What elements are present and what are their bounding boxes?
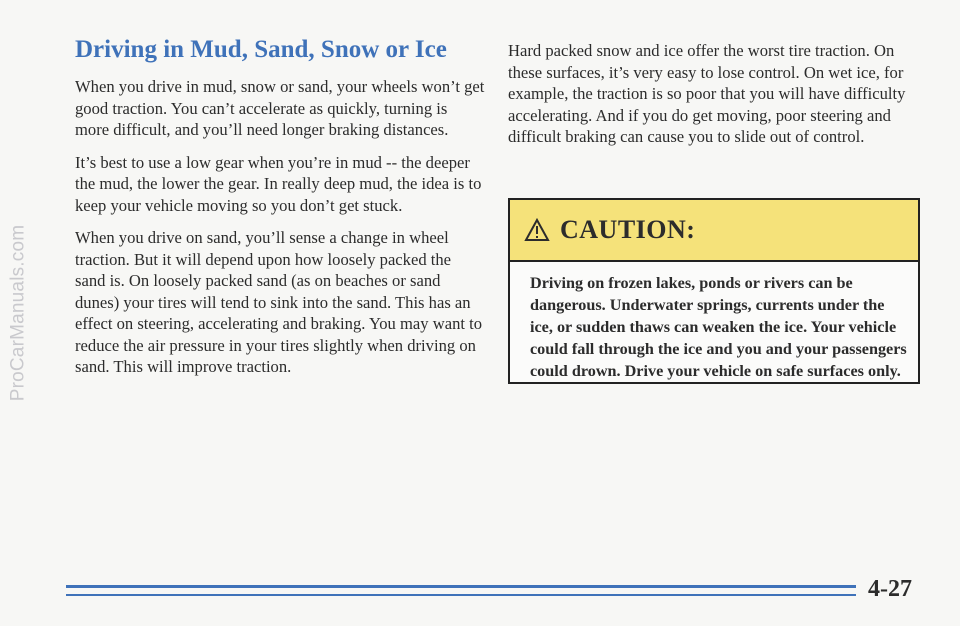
caution-title: CAUTION: <box>560 215 696 244</box>
watermark-text: ProCarManuals.com <box>7 224 29 402</box>
paragraph-low-gear: It’s best to use a low gear when you’re in mud -- the deeper the mud, the lower the gear. In really deep mud, the idea is to keep your vehicle moving so you don’t get stuck. <box>75 152 482 215</box>
footer-rule <box>66 585 856 588</box>
section-title: Driving in Mud, Sand, Snow or Ice <box>75 36 447 63</box>
caution-header <box>510 200 918 262</box>
paragraph-sand-traction: When you drive on sand, you’ll sense a change in wheel traction. But it will depend upon how loosely packed the sand is. On loosely packed sand (as on beaches or sand dunes) your tires will tend to sink into the sand. This has an effect on steering, accelerating and braking. You may want to reduce the air pressure in your tires slightly when driving on sand. This will improve traction. <box>75 228 483 376</box>
paragraph-mud-snow-sand: When you drive in mud, snow or sand, your wheels won’t get good traction. You can’t accelerate as quickly, turning is more difficult, and you’ll need longer braking distances. <box>75 77 485 139</box>
left-column <box>75 36 485 389</box>
caution-box <box>508 198 920 384</box>
caution-text: Driving on frozen lakes, ponds or rivers can be dangerous. Underwater springs, currents under the ice, or sudden thaws can weaken the ice. Your vehicle could fall through the ice and you and your passengers could drown. Drive your vehicle on safe surfaces only. <box>530 274 907 380</box>
right-column <box>508 40 928 159</box>
watermark <box>4 0 32 626</box>
paragraph-snow-ice: Hard packed snow and ice offer the worst tire traction. On these surfaces, it’s very easy to lose control. On wet ice, for example, the traction is so poor that you will have difficulty accelerating. And if you do get moving, poor steering and difficult braking can cause you to slide out of control. <box>508 41 906 146</box>
footer-rule-thin <box>66 594 856 596</box>
warning-triangle-icon <box>524 217 550 243</box>
page-number: 4-27 <box>868 576 912 602</box>
